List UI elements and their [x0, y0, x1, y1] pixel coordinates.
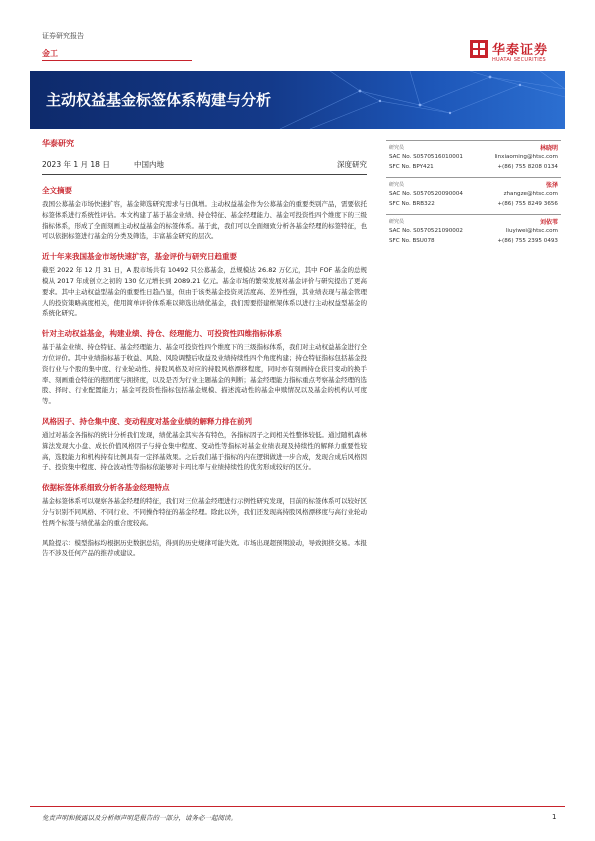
section-label: 金工 — [42, 49, 58, 58]
analyst-email[interactable]: liuyiwei@htsc.com — [505, 228, 558, 234]
analyst-sfc: SFC No. BRB322 — [389, 201, 435, 207]
section-title: 针对主动权益基金，构建业绩、持仓、经理能力、可投资性四维指标体系 — [42, 329, 282, 339]
analyst-role: 研究员 — [389, 182, 405, 188]
analyst-phone: +(86) 755 2395 0493 — [497, 238, 558, 244]
report-meta — [42, 155, 367, 169]
page-number: 1 — [552, 813, 557, 821]
analyst-card — [386, 214, 561, 264]
section-title: 风格因子、持仓集中度、变动程度对基金业绩的解释力排在前列 — [42, 416, 252, 426]
analyst-sfc: SFC No. BPY421 — [389, 164, 434, 170]
analyst-name: 刘依苇 — [539, 219, 558, 226]
analyst-divider — [386, 140, 561, 141]
logo-text-en: HUATAI SECURITIES — [492, 57, 546, 63]
analyst-sac: SAC No. S0570520090004 — [389, 191, 463, 197]
report-date: 2023 年 1 月 18 日 — [42, 160, 110, 169]
report-type-label: 证券研究报告 — [42, 32, 84, 40]
indicator-system-section — [42, 328, 367, 407]
analyst-phone: +(86) 755 8208 0134 — [497, 164, 558, 170]
analyst-name: 张泽 — [545, 182, 558, 189]
analyst-phone: +(86) 755 8249 3656 — [497, 201, 558, 207]
analyst-role: 研究员 — [389, 219, 405, 225]
summary-section — [42, 185, 367, 242]
report-doc-type: 深度研究 — [337, 160, 367, 169]
footer-disclaimer: 免责声明和披露以及分析师声明是报告的一部分，请务必一起阅读。 — [42, 814, 237, 822]
analyst-sfc: SFC No. BSU078 — [389, 238, 435, 244]
risk-warning: 风险提示：模型指标均根据历史数据总结，得到的历史规律可能失效。市场出现超预期波动，导致拥挤交易。本报告不涉及任何产品的推荐或建议。 — [42, 538, 367, 558]
section-body: 基金标签体系可以观察各基金经理的特征，我们对三位基金经理进行示例性研究发现，目前的标签体系可以较好区分与识别不同风格、不同行业、不同操作特征的基金经理。除此以外，我们还发现高持股风格漂移度与高行业轮动性两个标签与绩优基金的重合度较高。 — [42, 497, 367, 527]
manager-section — [42, 482, 367, 528]
section-body: 基于基金业绩、持仓特征、基金经理能力、基金可投资性四个维度下的三级指标体系，我们对主动权益基金进行全方位评价。其中业绩指标基于收益、风险、风险调整后收益及业绩持续性四个角度构建；持仓特征指标包括基金投资行业与个股的集中度、行业轮动性、持股风格及对应的持股风格漂移程度，同时亦有刻画持仓获目变动的换手率、刻画重仓特征的抱团度与拥挤度，以及是否为行业主题基金的判断；基金经理能力指标重点考察基金经理的选股、择时、行业配置能力；基金可投资性指标包括基金规模、描述流动性的基金申赎情况以及基金的机构认可度等。 — [42, 343, 367, 406]
company-logo — [470, 38, 566, 66]
section-body: 截至 2022 年 12 月 31 日，A 股市场共有 10492 只公募基金，总规模达 26.82 万亿元，其中 FOF 基金的总规模从 2017 年成创立之初的 130 亿元增长到 2089.21 亿元。基金市场的繁荣发展对基金评价与研究提出了更高要求。其中主动权益型基金的重要性日趋凸显，但由于该类基金投资灵活度高、差异性强，其业绩表现与基金管理人的投资策略高度相关，使用简单评价体系难以筛选出绩优基金，我们需要搭建框架体系以进行主动权益型基金的系统化研究。 — [42, 266, 367, 318]
title-banner — [30, 71, 565, 129]
factor-section — [42, 416, 367, 473]
market-section — [42, 251, 367, 319]
meta-divider — [42, 174, 367, 175]
analyst-sac: SAC No. S0570521090002 — [389, 228, 463, 234]
analyst-divider — [386, 214, 561, 215]
section-body: 通过对基金各指标的统计分析我们发现，绩优基金其实各有特色，各指标因子之间相关性整体较低。通过随机森林算法发现大小盘、成长价值风格因子与持仓集中程度、变动性等指标对基金业绩表现及持续性的解释力重要性较高，选股能力和机构持有比例具有一定择基效果。之后我们基于指标的内在逻辑做进一步合成，发现合成后风格因子、投资集中程度、持仓波动性等指标依能够对卡玛比率与业绩持续性的优劣形成较好的区分。 — [42, 430, 367, 472]
org-label: 华泰研究 — [42, 139, 74, 148]
analyst-name: 林晓明 — [539, 145, 558, 152]
report-title: 主动权益基金标签体系构建与分析 — [46, 91, 272, 109]
main-content — [42, 185, 367, 559]
analyst-email[interactable]: linxiaoming@htsc.com — [494, 154, 558, 160]
section-title: 近十年来我国基金市场快速扩容，基金评价与研究日趋重要 — [42, 252, 237, 262]
section-title: 全文摘要 — [42, 186, 72, 195]
analyst-email[interactable]: zhangze@htsc.com — [503, 191, 558, 197]
huatai-logo-icon — [470, 40, 488, 58]
header-divider — [42, 60, 192, 61]
section-title: 依据标签体系细致分析各基金经理特点 — [42, 483, 170, 493]
analyst-divider — [386, 177, 561, 178]
analyst-sac: SAC No. S0570516010001 — [389, 154, 463, 160]
analyst-role: 研究员 — [389, 145, 405, 151]
report-region: 中国内地 — [134, 160, 164, 169]
logo-text-cn: 华泰证券 — [492, 43, 549, 58]
footer-divider — [30, 806, 565, 807]
section-body: 我国公募基金市场快速扩容，基金筛选研究需求与日俱增。主动权益基金作为公募基金的重要类别产品，需要依托标签体系进行系统性评估。本文构建了基于基金业绩、持仓特征、基金经理能力、基金可投资性四个维度下的三级指标体系，形成了全面刻画主动权益基金的标签体系。基于此，我们可以全面细致分析各基金经理的标签特征，也可以依据标签进行基金的分类及筛选，丰富基金研究的层次。 — [42, 200, 367, 241]
